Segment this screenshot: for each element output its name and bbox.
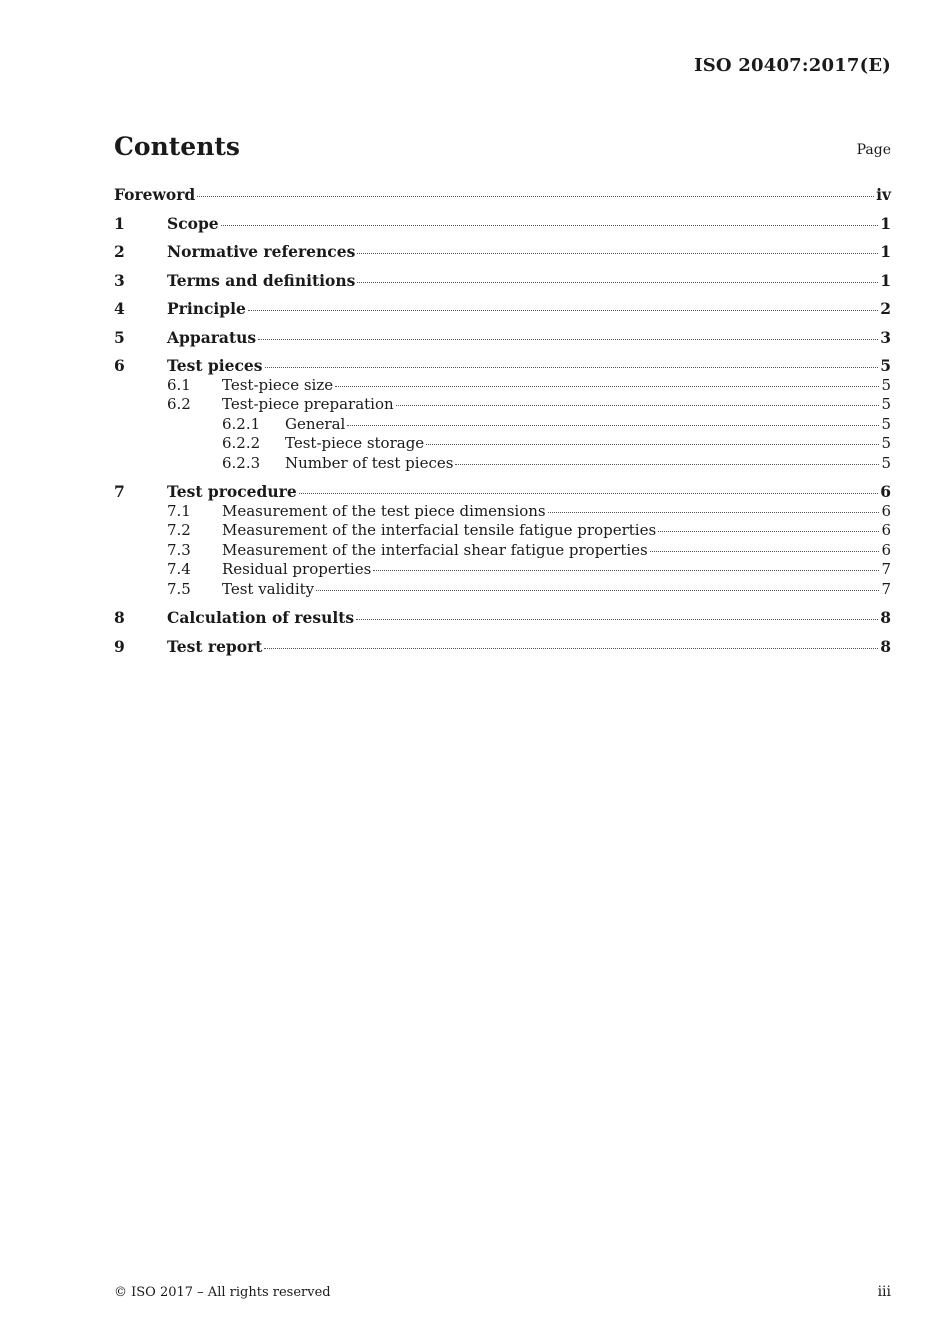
toc-dot-leader [265, 367, 879, 368]
toc-entry-title: Test-piece size [222, 375, 334, 394]
toc-entry[interactable] [114, 541, 891, 561]
toc-entry-number: 6.1 [167, 375, 191, 394]
toc-dot-leader [455, 464, 879, 465]
toc-entry-number: 7.4 [167, 560, 191, 578]
toc-entry-number: 6.2.1 [222, 414, 261, 433]
toc-dot-leader [347, 425, 879, 426]
toc-entry[interactable] [114, 482, 891, 502]
toc-entry-number: 3 [114, 270, 125, 290]
toc-entry-page: iv [876, 185, 891, 204]
toc-entry-title: Test-piece storage [285, 434, 425, 452]
toc-entry-page: 1 [880, 242, 891, 261]
toc-dot-leader [548, 512, 880, 513]
footer-page-number: iii [877, 1284, 891, 1300]
toc-dot-leader [264, 648, 878, 649]
toc-entry-title: Test procedure [167, 482, 297, 501]
toc-entry-title: Test pieces [167, 356, 263, 375]
toc-dot-leader [197, 196, 874, 197]
toc-entry-title: Scope [167, 213, 219, 233]
toc-entry-title: Measurement of the test piece dimensions [222, 501, 546, 520]
toc-entry-page: 6 [881, 540, 891, 559]
toc-entry-number: 6.2 [167, 395, 191, 413]
toc-entry-title: Number of test pieces [285, 453, 454, 472]
toc-entry-number: 7.3 [167, 540, 191, 559]
toc-entry-page: 1 [880, 270, 891, 290]
toc-dot-leader [221, 225, 879, 226]
toc-entry-title: General [285, 414, 346, 433]
toc-entry[interactable] [114, 242, 891, 262]
toc-entry[interactable] [114, 299, 891, 319]
toc-entry[interactable] [114, 608, 891, 628]
toc-entry-number: 9 [114, 636, 125, 656]
toc-dot-leader [373, 570, 879, 571]
toc-entry[interactable] [114, 637, 891, 657]
toc-entry-page: 7 [881, 560, 891, 578]
toc-entry-title: Normative references [167, 242, 356, 261]
toc-entry[interactable] [114, 454, 891, 474]
toc-entry-title: Measurement of the interfacial tensile fatigue properties [222, 521, 657, 539]
toc-dot-leader [258, 339, 878, 340]
toc-entry[interactable] [114, 415, 891, 435]
toc-entry-number: 7.1 [167, 501, 191, 520]
toc-entry[interactable] [114, 560, 891, 580]
toc-dot-leader [658, 531, 879, 532]
toc-entry-number: 1 [114, 213, 125, 233]
document-id: ISO 20407:2017(E) [694, 55, 891, 76]
toc-dot-leader [357, 282, 878, 283]
toc-entry[interactable] [114, 580, 891, 600]
toc-dot-leader [650, 551, 880, 552]
toc-entry-number: 6 [114, 356, 125, 375]
toc-entry-page: 5 [880, 356, 891, 375]
toc-entry-title: Test report [167, 636, 263, 656]
toc-entry-page: 3 [880, 327, 891, 347]
toc-entry-page: 1 [880, 213, 891, 233]
toc-entry-page: 2 [880, 299, 891, 318]
toc-entry-number: 8 [114, 608, 125, 627]
toc-entry[interactable] [114, 434, 891, 454]
toc-dot-leader [426, 444, 879, 445]
page-column-label: Page [856, 142, 891, 158]
toc-entry-page: 6 [881, 501, 891, 520]
toc-entry-title: Principle [167, 299, 246, 318]
toc-entry[interactable] [114, 502, 891, 522]
toc-entry[interactable] [114, 521, 891, 541]
toc-entry-page: 6 [880, 482, 891, 501]
toc-entry-page: 6 [881, 521, 891, 539]
toc-entry-number: 7 [114, 482, 125, 501]
toc-entry-title: Terms and definitions [167, 270, 356, 290]
table-of-contents [114, 185, 891, 656]
toc-entry-page: 8 [880, 636, 891, 656]
toc-dot-leader [316, 590, 879, 591]
toc-entry-page: 8 [880, 608, 891, 627]
toc-entry-page: 5 [881, 414, 891, 433]
toc-entry-title: Residual properties [222, 560, 372, 578]
toc-dot-leader [356, 619, 878, 620]
toc-entry[interactable] [114, 185, 891, 205]
contents-title: Contents [114, 132, 241, 161]
toc-entry-title: Apparatus [167, 327, 257, 347]
toc-entry[interactable] [114, 356, 891, 376]
toc-entry-page: 7 [881, 579, 891, 598]
toc-entry-number: 6.2.2 [222, 434, 261, 452]
toc-entry-number: 6.2.3 [222, 453, 261, 472]
toc-entry-number: 7.2 [167, 521, 191, 539]
toc-entry-page: 5 [881, 395, 891, 413]
toc-entry-number: 4 [114, 299, 125, 318]
toc-entry-title: Test-piece preparation [222, 395, 394, 413]
toc-entry[interactable] [114, 214, 891, 234]
toc-entry-title: Calculation of results [167, 608, 355, 627]
toc-dot-leader [335, 386, 879, 387]
toc-dot-leader [299, 493, 879, 494]
toc-entry[interactable] [114, 328, 891, 348]
copyright-notice: © ISO 2017 – All rights reserved [114, 1285, 331, 1300]
toc-entry-number: 5 [114, 327, 125, 347]
toc-entry-page: 5 [881, 434, 891, 452]
toc-entry-title: Measurement of the interfacial shear fatigue properties [222, 540, 648, 559]
toc-entry[interactable] [114, 271, 891, 291]
toc-entry[interactable] [114, 376, 891, 396]
toc-entry-title: Test validity [222, 579, 315, 598]
toc-dot-leader [248, 310, 878, 311]
toc-entry-title: Foreword [114, 185, 196, 204]
toc-entry-number: 7.5 [167, 579, 191, 598]
toc-entry-page: 5 [881, 453, 891, 472]
toc-entry-page: 5 [881, 375, 891, 394]
toc-entry[interactable] [114, 395, 891, 415]
toc-dot-leader [396, 405, 880, 406]
toc-dot-leader [357, 253, 878, 254]
toc-entry-number: 2 [114, 242, 125, 261]
